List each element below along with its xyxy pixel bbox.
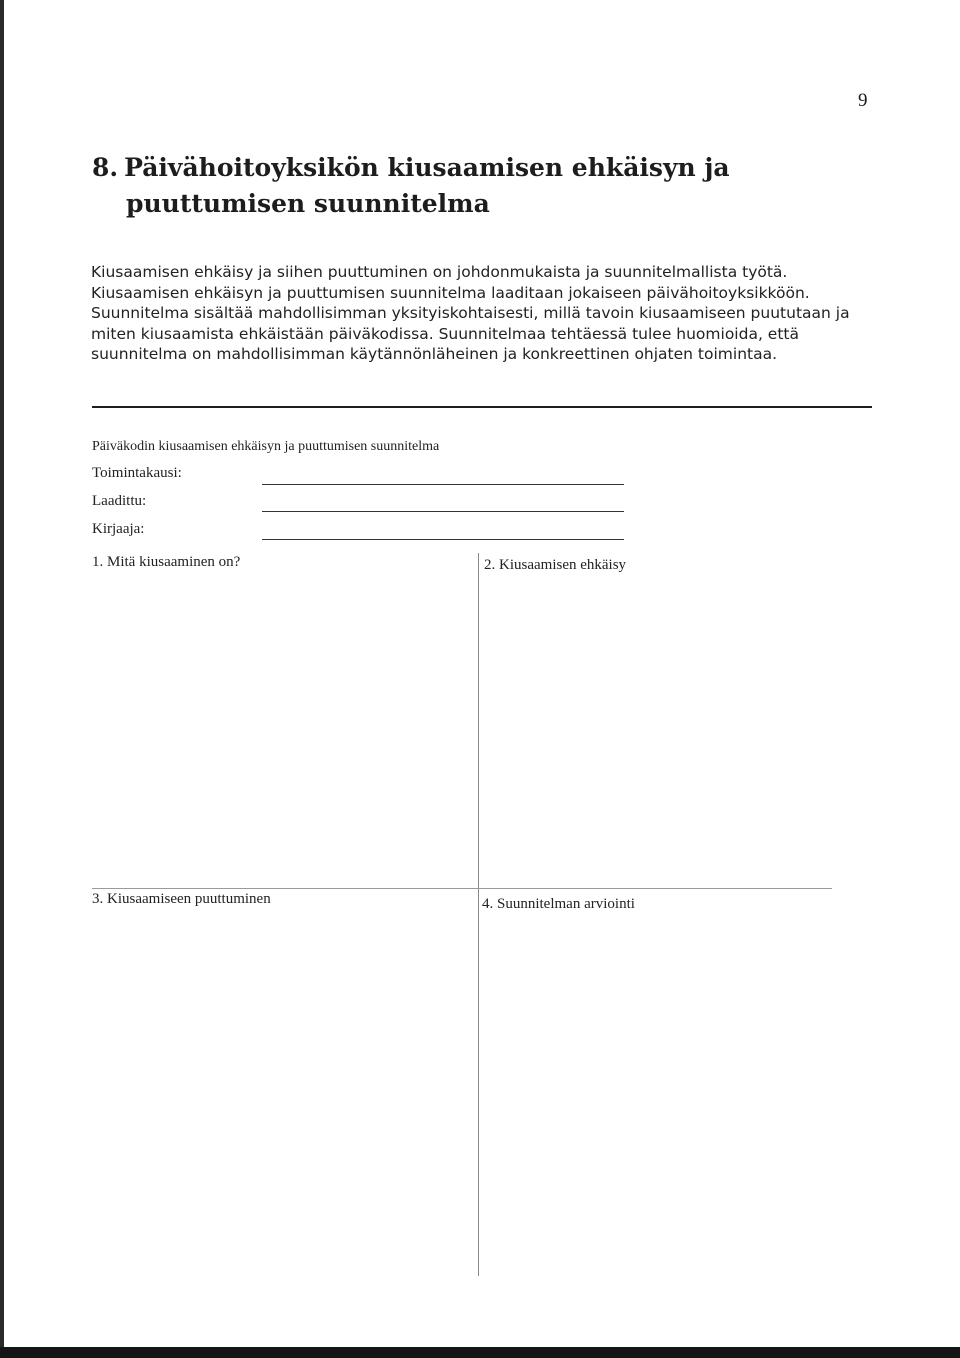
section-heading: [92, 150, 852, 222]
form-title: Päiväkodin kiusaamisen ehkäisyn ja puuttumisen suunnitelma: [92, 439, 440, 454]
created-field-line[interactable]: [262, 511, 624, 512]
section-3-label: 3. Kiusaamiseen puuttuminen: [92, 891, 271, 907]
intro-separator-rule: [92, 406, 872, 408]
heading-line-1: Päivähoitoyksikön kiusaamisen ehkäisyn ja: [124, 153, 730, 182]
heading-line-2: puuttumisen suunnitelma: [126, 189, 490, 218]
recorder-field-line[interactable]: [262, 539, 624, 540]
period-label: Toimintakausi:: [92, 465, 182, 481]
scan-bottom-edge: [0, 1347, 960, 1358]
row-divider: [92, 888, 832, 889]
scan-left-edge: [0, 0, 4, 1358]
section-1-label: 1. Mitä kiusaaminen on?: [92, 554, 241, 570]
period-field-line[interactable]: [262, 484, 624, 485]
section-number: 8.: [92, 153, 119, 182]
intro-paragraph: Kiusaamisen ehkäisy ja siihen puuttuminen on johdonmukaista ja suunnitelmallista työtä. Kiusaamisen ehkäisyn ja puuttumisen suunnitelma laaditaan jokaiseen päivähoitoyksikköön. Suunnitelma sisältää mahdollisimman yksityiskohtaisesti, millä tavoin kiusaamiseen puututaan ja miten kiusaamista ehkäistään päiväkodissa. Suunnitelmaa tehtäessä tulee huomioida, että suunnitelma on mahdollisimman käytännönläheinen ja konkreettinen ohjaten toimintaa.: [91, 263, 850, 363]
column-divider: [478, 553, 479, 1276]
created-label: Laadittu:: [92, 493, 147, 509]
recorder-label: Kirjaaja:: [92, 521, 145, 537]
section-4-label: 4. Suunnitelman arviointi: [482, 896, 635, 912]
section-2-label: 2. Kiusaamisen ehkäisy: [484, 557, 627, 573]
page-number: 9: [858, 90, 868, 111]
